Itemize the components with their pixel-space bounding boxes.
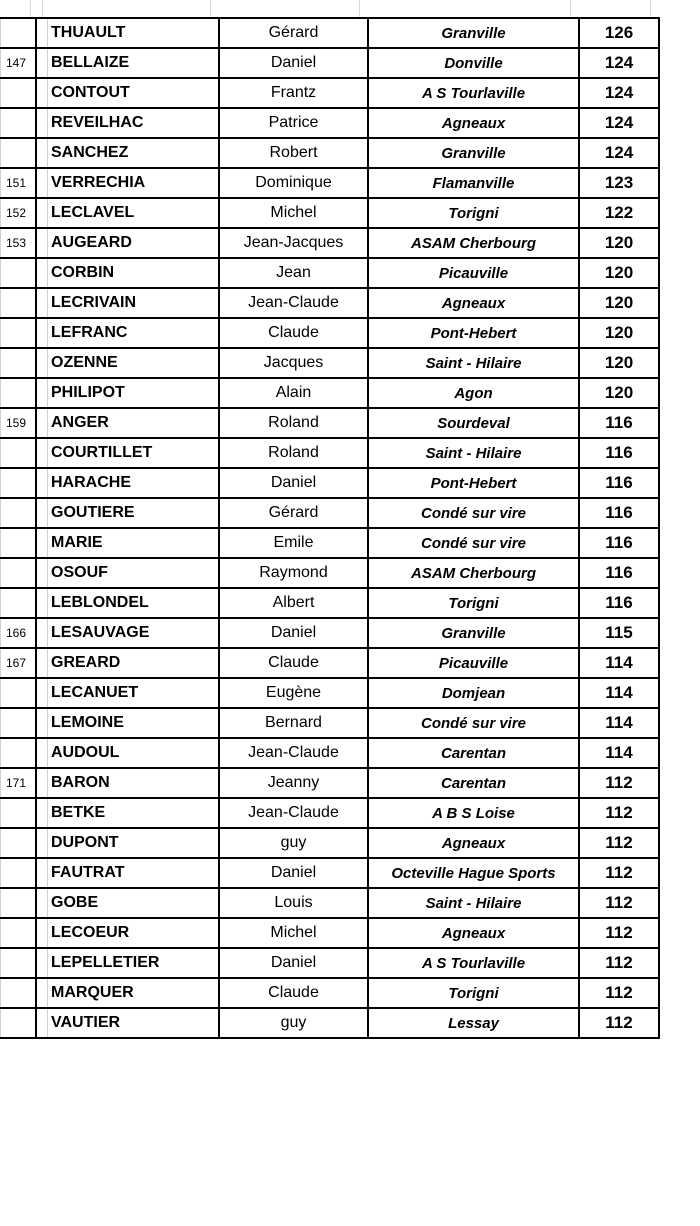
table-row xyxy=(1,618,660,648)
last-name-cell: ANGER xyxy=(36,408,219,438)
first-name-cell: Daniel xyxy=(219,948,368,978)
club-cell: Condé sur vire xyxy=(368,528,579,558)
score-cell: 112 xyxy=(579,858,659,888)
club-cell: Octeville Hague Sports xyxy=(368,858,579,888)
table-row xyxy=(1,588,660,618)
rank-cell: 159 xyxy=(1,408,37,438)
table-row xyxy=(1,978,660,1008)
club-cell: Agon xyxy=(368,378,579,408)
club-cell: A S Tourlaville xyxy=(368,948,579,978)
first-name-cell: Claude xyxy=(219,978,368,1008)
last-name-cell: OSOUF xyxy=(36,558,219,588)
first-name-cell: Jean-Claude xyxy=(219,288,368,318)
table-row xyxy=(1,738,660,768)
rank-cell xyxy=(1,138,37,168)
first-name-cell: Raymond xyxy=(219,558,368,588)
rank-cell: 171 xyxy=(1,768,37,798)
first-name-cell: Jeanny xyxy=(219,768,368,798)
table-row xyxy=(1,798,660,828)
first-name-cell: Louis xyxy=(219,888,368,918)
score-cell: 112 xyxy=(579,888,659,918)
score-cell: 112 xyxy=(579,978,659,1008)
rank-cell xyxy=(1,348,37,378)
rank-cell: 151 xyxy=(1,168,37,198)
score-cell: 116 xyxy=(579,528,659,558)
rank-cell xyxy=(1,18,37,48)
last-name-cell: VERRECHIA xyxy=(36,168,219,198)
score-cell: 112 xyxy=(579,948,659,978)
last-name-cell: LECLAVEL xyxy=(36,198,219,228)
rank-cell xyxy=(1,1008,37,1038)
first-name-cell: Roland xyxy=(219,438,368,468)
score-cell: 112 xyxy=(579,918,659,948)
rank-cell xyxy=(1,318,37,348)
first-name-cell: Eugène xyxy=(219,678,368,708)
rank-cell xyxy=(1,708,37,738)
rank-cell xyxy=(1,378,37,408)
last-name-cell: LECOEUR xyxy=(36,918,219,948)
gridline xyxy=(30,0,31,17)
score-cell: 116 xyxy=(579,438,659,468)
club-cell: Granville xyxy=(368,618,579,648)
last-name-cell: AUDOUL xyxy=(36,738,219,768)
score-cell: 116 xyxy=(579,558,659,588)
last-name-cell: REVEILHAC xyxy=(36,108,219,138)
last-name-cell: LEBLONDEL xyxy=(36,588,219,618)
last-name-cell: MARQUER xyxy=(36,978,219,1008)
last-name-cell: THUAULT xyxy=(36,18,219,48)
table-row xyxy=(1,108,660,138)
rank-cell xyxy=(1,888,37,918)
club-cell: Domjean xyxy=(368,678,579,708)
club-cell: Saint - Hilaire xyxy=(368,438,579,468)
last-name-cell: LESAUVAGE xyxy=(36,618,219,648)
table-row xyxy=(1,168,660,198)
last-name-cell: COURTILLET xyxy=(36,438,219,468)
score-cell: 116 xyxy=(579,588,659,618)
gridline xyxy=(650,0,651,17)
score-cell: 120 xyxy=(579,378,659,408)
table-row xyxy=(1,888,660,918)
gridline xyxy=(210,0,211,17)
rank-cell xyxy=(1,498,37,528)
club-cell: Granville xyxy=(368,138,579,168)
table-row xyxy=(1,858,660,888)
last-name-cell: BETKE xyxy=(36,798,219,828)
last-name-cell: MARIE xyxy=(36,528,219,558)
first-name-cell: Dominique xyxy=(219,168,368,198)
club-cell: Sourdeval xyxy=(368,408,579,438)
last-name-cell: SANCHEZ xyxy=(36,138,219,168)
score-cell: 126 xyxy=(579,18,659,48)
table-row xyxy=(1,138,660,168)
rank-cell: 166 xyxy=(1,618,37,648)
club-cell: Agneaux xyxy=(368,918,579,948)
first-name-cell: Michel xyxy=(219,918,368,948)
score-cell: 114 xyxy=(579,708,659,738)
score-cell: 114 xyxy=(579,738,659,768)
table-row xyxy=(1,468,660,498)
score-cell: 114 xyxy=(579,648,659,678)
results-table-body xyxy=(1,18,660,1038)
score-cell: 124 xyxy=(579,78,659,108)
last-name-cell: HARACHE xyxy=(36,468,219,498)
first-name-cell: Daniel xyxy=(219,48,368,78)
table-row xyxy=(1,18,660,48)
club-cell: Saint - Hilaire xyxy=(368,348,579,378)
rank-cell xyxy=(1,738,37,768)
last-name-cell: LEFRANC xyxy=(36,318,219,348)
rank-cell: 153 xyxy=(1,228,37,258)
score-cell: 115 xyxy=(579,618,659,648)
rank-cell xyxy=(1,948,37,978)
rank-cell xyxy=(1,78,37,108)
last-name-cell: OZENNE xyxy=(36,348,219,378)
last-name-cell: LEMOINE xyxy=(36,708,219,738)
rank-cell xyxy=(1,528,37,558)
first-name-cell: Gérard xyxy=(219,18,368,48)
first-name-cell: Jean-Claude xyxy=(219,738,368,768)
club-cell: Condé sur vire xyxy=(368,708,579,738)
first-name-cell: Gérard xyxy=(219,498,368,528)
first-name-cell: Frantz xyxy=(219,78,368,108)
table-row xyxy=(1,438,660,468)
first-name-cell: Michel xyxy=(219,198,368,228)
table-row xyxy=(1,228,660,258)
rank-cell xyxy=(1,828,37,858)
last-name-cell: VAUTIER xyxy=(36,1008,219,1038)
gridline xyxy=(42,0,43,17)
club-cell: Agneaux xyxy=(368,108,579,138)
score-cell: 112 xyxy=(579,798,659,828)
first-name-cell: Jacques xyxy=(219,348,368,378)
rank-cell: 147 xyxy=(1,48,37,78)
score-cell: 120 xyxy=(579,348,659,378)
rank-cell: 152 xyxy=(1,198,37,228)
score-cell: 120 xyxy=(579,228,659,258)
rank-cell xyxy=(1,108,37,138)
last-name-cell: PHILIPOT xyxy=(36,378,219,408)
last-name-cell: DUPONT xyxy=(36,828,219,858)
club-cell: Torigni xyxy=(368,588,579,618)
club-cell: A B S Loise xyxy=(368,798,579,828)
last-name-cell: AUGEARD xyxy=(36,228,219,258)
last-name-cell: CONTOUT xyxy=(36,78,219,108)
last-name-cell: GOUTIERE xyxy=(36,498,219,528)
rank-cell xyxy=(1,468,37,498)
club-cell: Donville xyxy=(368,48,579,78)
score-cell: 114 xyxy=(579,678,659,708)
club-cell: Torigni xyxy=(368,198,579,228)
table-row xyxy=(1,318,660,348)
club-cell: Agneaux xyxy=(368,828,579,858)
last-name-cell: LEPELLETIER xyxy=(36,948,219,978)
score-cell: 123 xyxy=(579,168,659,198)
first-name-cell: Jean xyxy=(219,258,368,288)
rank-cell xyxy=(1,558,37,588)
rank-cell xyxy=(1,438,37,468)
last-name-cell: FAUTRAT xyxy=(36,858,219,888)
first-name-cell: Daniel xyxy=(219,858,368,888)
club-cell: Torigni xyxy=(368,978,579,1008)
table-row xyxy=(1,498,660,528)
table-row xyxy=(1,768,660,798)
club-cell: Carentan xyxy=(368,768,579,798)
first-name-cell: Emile xyxy=(219,528,368,558)
club-cell: Saint - Hilaire xyxy=(368,888,579,918)
spreadsheet-gridline-row xyxy=(0,0,651,18)
last-name-cell: CORBIN xyxy=(36,258,219,288)
rank-cell xyxy=(1,858,37,888)
table-row xyxy=(1,408,660,438)
table-row xyxy=(1,48,660,78)
first-name-cell: Roland xyxy=(219,408,368,438)
score-cell: 120 xyxy=(579,258,659,288)
table-row xyxy=(1,1008,660,1038)
first-name-cell: Albert xyxy=(219,588,368,618)
last-name-cell: LECANUET xyxy=(36,678,219,708)
first-name-cell: Daniel xyxy=(219,468,368,498)
score-cell: 112 xyxy=(579,828,659,858)
table-row xyxy=(1,918,660,948)
table-row xyxy=(1,648,660,678)
club-cell: Agneaux xyxy=(368,288,579,318)
score-cell: 116 xyxy=(579,498,659,528)
last-name-cell: LECRIVAIN xyxy=(36,288,219,318)
rank-cell xyxy=(1,678,37,708)
club-cell: ASAM Cherbourg xyxy=(368,558,579,588)
club-cell: Flamanville xyxy=(368,168,579,198)
score-cell: 112 xyxy=(579,768,659,798)
first-name-cell: Claude xyxy=(219,648,368,678)
table-row xyxy=(1,558,660,588)
first-name-cell: Jean-Claude xyxy=(219,798,368,828)
rank-cell xyxy=(1,978,37,1008)
gridline xyxy=(570,0,571,17)
first-name-cell: Robert xyxy=(219,138,368,168)
last-name-cell: GOBE xyxy=(36,888,219,918)
table-row xyxy=(1,708,660,738)
rank-cell xyxy=(1,288,37,318)
first-name-cell: Patrice xyxy=(219,108,368,138)
table-row xyxy=(1,948,660,978)
rank-cell xyxy=(1,918,37,948)
club-cell: ASAM Cherbourg xyxy=(368,228,579,258)
results-table xyxy=(0,17,660,1039)
score-cell: 116 xyxy=(579,468,659,498)
score-cell: 120 xyxy=(579,288,659,318)
first-name-cell: Claude xyxy=(219,318,368,348)
score-cell: 116 xyxy=(579,408,659,438)
table-row xyxy=(1,678,660,708)
club-cell: Lessay xyxy=(368,1008,579,1038)
table-row xyxy=(1,528,660,558)
table-row xyxy=(1,348,660,378)
score-cell: 112 xyxy=(579,1008,659,1038)
club-cell: Granville xyxy=(368,18,579,48)
rank-cell xyxy=(1,258,37,288)
rank-cell: 167 xyxy=(1,648,37,678)
club-cell: Picauville xyxy=(368,648,579,678)
score-cell: 124 xyxy=(579,138,659,168)
score-cell: 120 xyxy=(579,318,659,348)
first-name-cell: Daniel xyxy=(219,618,368,648)
last-name-cell: BARON xyxy=(36,768,219,798)
table-row xyxy=(1,78,660,108)
first-name-cell: guy xyxy=(219,1008,368,1038)
last-name-cell: BELLAIZE xyxy=(36,48,219,78)
club-cell: Pont-Hebert xyxy=(368,468,579,498)
first-name-cell: Jean-Jacques xyxy=(219,228,368,258)
table-row xyxy=(1,288,660,318)
table-row xyxy=(1,378,660,408)
rank-cell xyxy=(1,798,37,828)
club-cell: Picauville xyxy=(368,258,579,288)
club-cell: Condé sur vire xyxy=(368,498,579,528)
rank-cell xyxy=(1,588,37,618)
club-cell: Pont-Hebert xyxy=(368,318,579,348)
first-name-cell: Bernard xyxy=(219,708,368,738)
first-name-cell: guy xyxy=(219,828,368,858)
gridline xyxy=(359,0,360,17)
last-name-cell: GREARD xyxy=(36,648,219,678)
club-cell: A S Tourlaville xyxy=(368,78,579,108)
table-row xyxy=(1,828,660,858)
score-cell: 124 xyxy=(579,48,659,78)
club-cell: Carentan xyxy=(368,738,579,768)
table-row xyxy=(1,198,660,228)
score-cell: 122 xyxy=(579,198,659,228)
first-name-cell: Alain xyxy=(219,378,368,408)
score-cell: 124 xyxy=(579,108,659,138)
table-row xyxy=(1,258,660,288)
